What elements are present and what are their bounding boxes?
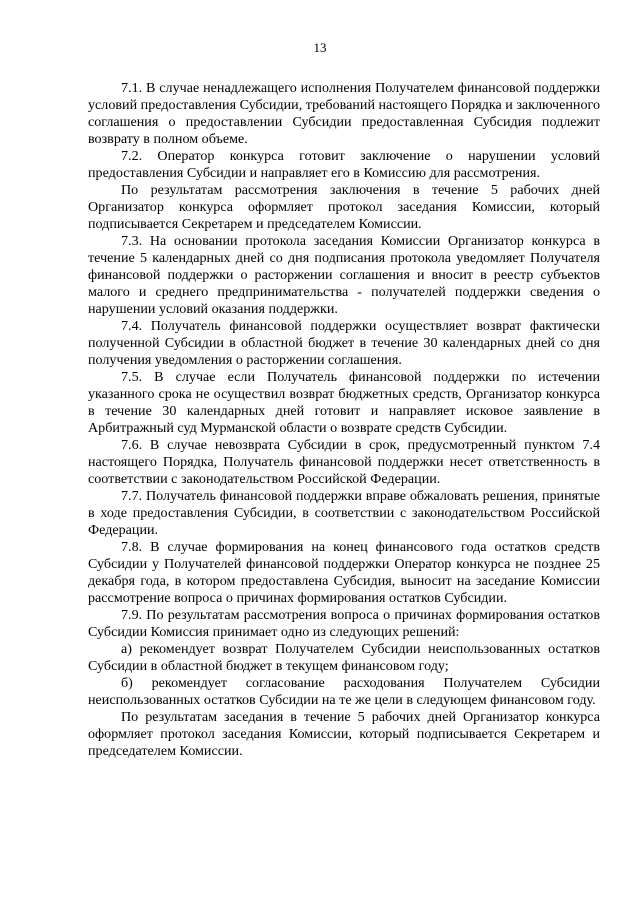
paragraph-7-7: 7.7. Получатель финансовой поддержки вправе обжаловать решения, принятые в ходе предоставления Субсидии, в соответствии с законодательством Российской Федерации. bbox=[88, 488, 600, 538]
page-number: 13 bbox=[313, 40, 327, 55]
document-body bbox=[88, 80, 600, 760]
paragraph-7-5: 7.5. В случае если Получатель финансовой поддержки по истечении указанного срока не осуществил возврат бюджетных средств, Организатор конкурса в течение 30 календарных дней готовит и направляет исковое заявление в Арбитражный суд Мурманской области о возврате средств Субсидии. bbox=[88, 369, 600, 436]
paragraph-7-4: 7.4. Получатель финансовой поддержки осуществляет возврат фактически полученной Субсидии в областной бюджет в течение 30 календарных дней со дня получения уведомления о расторжении соглашения. bbox=[88, 318, 600, 368]
paragraph-7-2: 7.2. Оператор конкурса готовит заключение о нарушении условий предоставления Субсидии и направляет его в Комиссию для рассмотрения. bbox=[88, 148, 600, 181]
paragraph-7-3: 7.3. На основании протокола заседания Комиссии Организатор конкурса в течение 5 календарных дней со дня подписания протокола уведомляет Получателя финансовой поддержки о расторжении соглашения и вносит в реестр субъектов малого и среднего предпринимательства - получателей поддержки сведения о нарушении условий оказания поддержки. bbox=[88, 233, 600, 317]
paragraph-7-9-b: б) рекомендует согласование расходования Получателем Субсидии неиспользованных остатков Субсидии на те же цели в следующем финансовом году. bbox=[88, 675, 600, 708]
paragraph-7-6: 7.6. В случае невозврата Субсидии в срок, предусмотренный пунктом 7.4 настоящего Порядка, Получатель финансовой поддержки несет ответственность в соответствии с законодательством Российской Федерации. bbox=[88, 437, 600, 487]
paragraph-final: По результатам заседания в течение 5 рабочих дней Организатор конкурса оформляет протокол заседания Комиссии, который подписывается Секретарем и председателем Комиссии. bbox=[88, 709, 600, 759]
paragraph-7-9: 7.9. По результатам рассмотрения вопроса о причинах формирования остатков Субсидии Комиссия принимает одно из следующих решений: bbox=[88, 607, 600, 640]
paragraph-7-9-a: а) рекомендует возврат Получателем Субсидии неиспользованных остатков Субсидии в областной бюджет в текущем финансовом году; bbox=[88, 641, 600, 674]
paragraph-7-1: 7.1. В случае ненадлежащего исполнения Получателем финансовой поддержки условий предоставления Субсидии, требований настоящего Порядка и заключенного соглашения о предоставлении Субсидии предоставленная Субсидия подлежит возврату в полном объеме. bbox=[88, 80, 600, 147]
paragraph-7-8: 7.8. В случае формирования на конец финансового года остатков средств Субсидии у Получателей финансовой поддержки Оператор конкурса не позднее 25 декабря года, в котором предоставлена Субсидия, выносит на заседание Комиссии рассмотрение вопроса о причинах формирования остатков Субсидии. bbox=[88, 539, 600, 606]
paragraph-7-2-result: По результатам рассмотрения заключения в течение 5 рабочих дней Организатор конкурса оформляет протокол заседания Комиссии, который подписывается Секретарем и председателем Комиссии. bbox=[88, 182, 600, 232]
